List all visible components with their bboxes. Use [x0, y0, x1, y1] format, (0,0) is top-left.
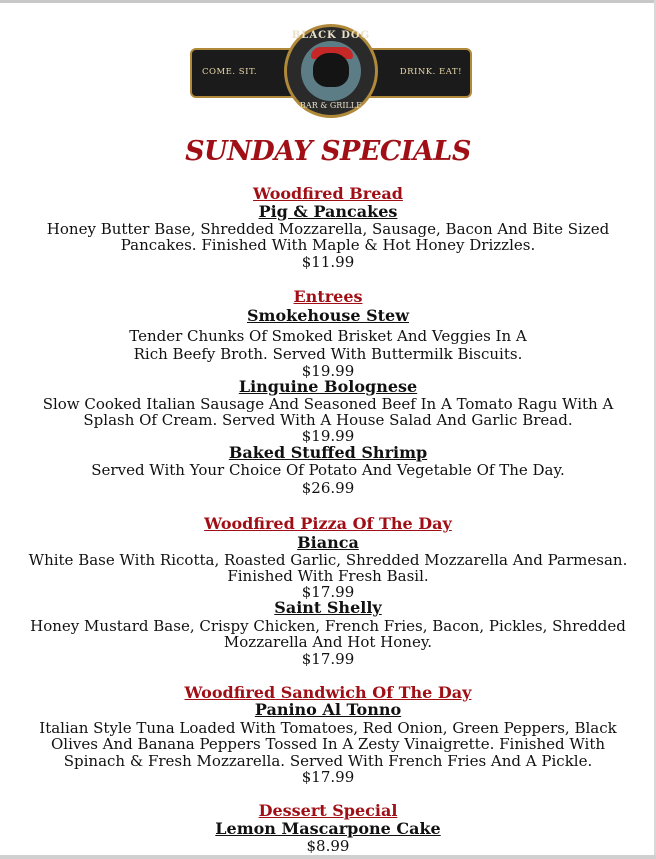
item-desc-line: Pancakes. Finished With Maple & Hot Honey Drizzles.: [120, 236, 536, 254]
item-price: $17.99: [301, 768, 355, 786]
logo-emblem: [284, 24, 378, 118]
item-price: $11.99: [301, 253, 355, 271]
item-name-baked-stuffed-shrimp: Baked Stuffed Shrimp: [228, 443, 428, 462]
item-desc-line: Splash Of Cream. Served With A House Salad And Garlic Bread.: [83, 411, 573, 429]
item-desc-line: Italian Style Tuna Loaded With Tomatoes, Red Onion, Green Peppers, Black: [39, 719, 617, 737]
item-price: $26.99: [301, 479, 355, 497]
page-title: SUNDAY SPECIALS: [185, 136, 471, 167]
item-name-linguine-bolognese: Linguine Bolognese: [238, 377, 418, 396]
item-name-pig-pancakes: Pig & Pancakes: [258, 202, 398, 221]
item-desc-line: Rich Beefy Broth. Served With Buttermilk Biscuits.: [133, 345, 523, 363]
item-price: $17.99: [301, 583, 355, 601]
item-desc-line: Tender Chunks Of Smoked Brisket And Veggies In A: [129, 327, 527, 345]
logo-slogan-left: COME. SIT.: [202, 67, 258, 77]
item-name-saint-shelly: Saint Shelly: [274, 598, 382, 617]
item-desc-line: Mozzarella And Hot Honey.: [223, 633, 433, 651]
page-bottom-border: [0, 855, 656, 859]
item-desc-line: Olives And Banana Peppers Tossed In A Zesty Vinaigrette. Finished With: [50, 735, 606, 753]
item-name-smokehouse-stew: Smokehouse Stew: [246, 306, 409, 325]
section-heading-woodfired-bread: Woodfired Bread: [253, 184, 403, 203]
item-name-panino-al-tonno: Panino Al Tonno: [254, 700, 402, 719]
logo-slogan-right: DRINK. EAT!: [399, 67, 462, 77]
item-desc-line: Served With Your Choice Of Potato And Vegetable Of The Day.: [91, 461, 565, 479]
item-name-lemon-mascarpone-cake: Lemon Mascarpone Cake: [215, 819, 441, 838]
item-desc-line: Honey Mustard Base, Crispy Chicken, French Fries, Bacon, Pickles, Shredded: [30, 617, 626, 635]
item-desc-line: Slow Cooked Italian Sausage And Seasoned Beef In A Tomato Ragu With A: [42, 395, 614, 413]
dog-head-icon: [313, 53, 349, 87]
logo-brand-text: BLACK DOG: [291, 30, 371, 41]
item-price: $8.99: [306, 837, 350, 855]
item-name-bianca: Bianca: [297, 533, 359, 552]
restaurant-logo: [190, 24, 472, 122]
item-price: $19.99: [301, 427, 355, 445]
section-heading-entrees: Entrees: [293, 287, 363, 306]
item-desc-line: Honey Butter Base, Shredded Mozzarella, Sausage, Bacon And Bite Sized: [46, 220, 610, 238]
section-heading-dessert-special: Dessert Special: [258, 801, 398, 820]
item-desc-line: White Base With Ricotta, Roasted Garlic, Shredded Mozzarella And Parmesan.: [28, 551, 628, 569]
section-heading-woodfired-pizza: Woodfired Pizza Of The Day: [204, 514, 452, 533]
page-top-border: [0, 0, 656, 3]
item-price: $19.99: [301, 362, 355, 380]
logo-sub-text: BAR & GRILLE: [300, 101, 362, 110]
item-desc-line: Finished With Fresh Basil.: [227, 567, 429, 585]
item-desc-line: Spinach & Fresh Mozzarella. Served With French Fries And A Pickle.: [63, 752, 593, 770]
item-price: $17.99: [301, 650, 355, 668]
section-heading-woodfired-sandwich: Woodfired Sandwich Of The Day: [184, 683, 472, 702]
